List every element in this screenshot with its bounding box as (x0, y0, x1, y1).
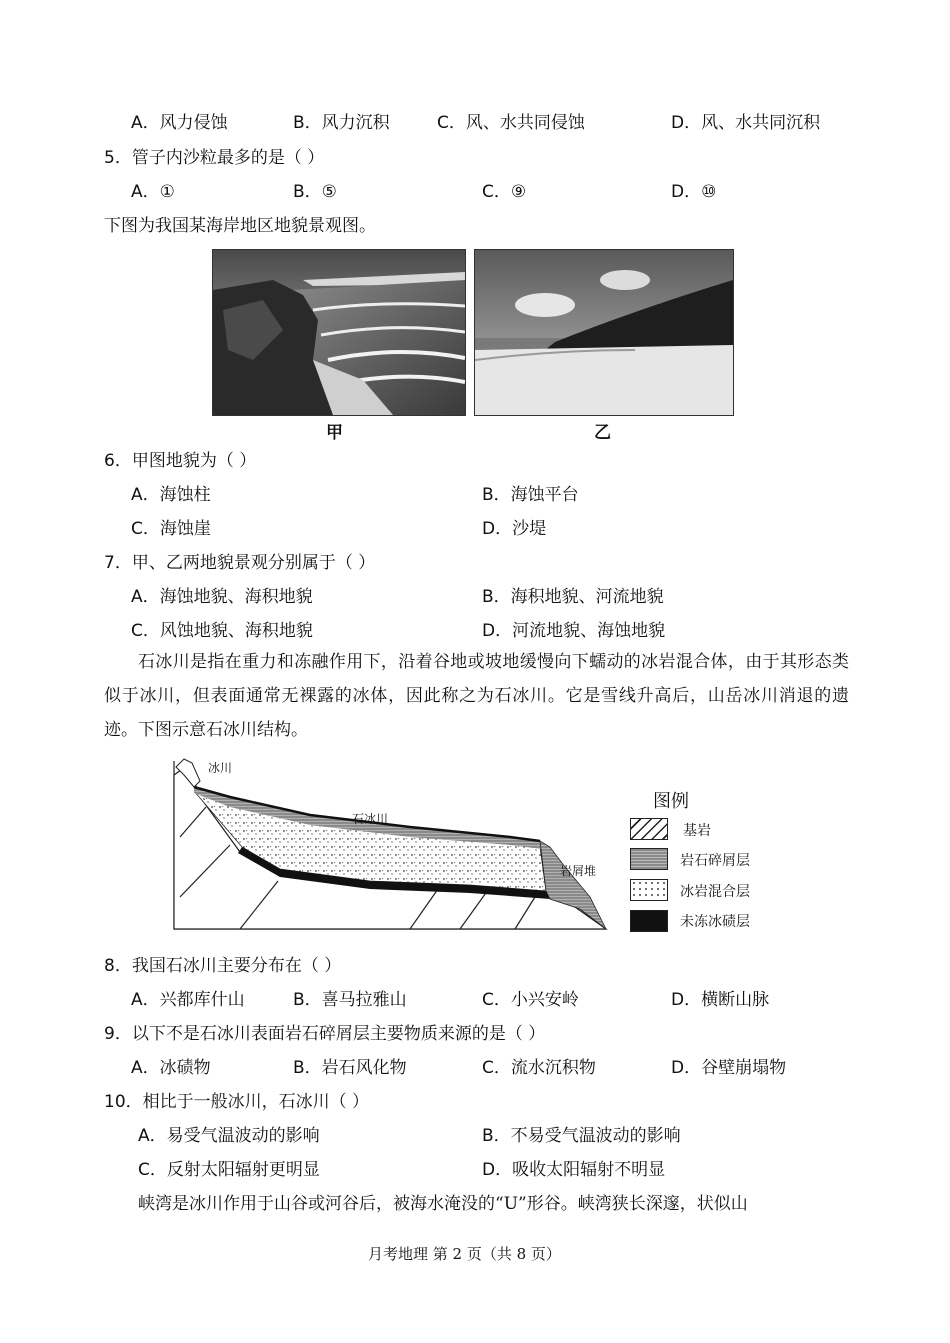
q7-option-b: B．海积地貌、河流地貌 (482, 587, 664, 607)
legend-debris: 岩石碎屑层 (680, 853, 750, 869)
legend-ice-rock: 冰岩混合层 (680, 884, 750, 900)
q7-option-c: C．风蚀地貌、海积地貌 (131, 621, 313, 641)
q10-option-a: A．易受气温波动的影响 (138, 1126, 320, 1146)
q5-option-c: C．⑨ (482, 182, 527, 202)
q6-option-b: B．海蚀平台 (482, 485, 579, 505)
q10-option-d: D．吸收太阳辐射不明显 (482, 1160, 666, 1180)
q6-option-d: D．沙堤 (482, 519, 547, 539)
q9-option-d: D．谷壁崩塌物 (671, 1058, 787, 1078)
page-footer: 月考地理 第 2 页（共 8 页） (368, 1245, 561, 1263)
q7-stem: 7．甲、乙两地貌景观分别属于（ ） (104, 553, 376, 573)
legend-bedrock: 基岩 (683, 823, 711, 839)
q5-stem: 5．管子内沙粒最多的是（ ） (104, 148, 325, 168)
q9-stem: 9．以下不是石冰川表面岩石碎屑层主要物质来源的是（ ） (104, 1024, 546, 1044)
q5-option-d: D．⑩ (671, 182, 717, 202)
q8-option-c: C．小兴安岭 (482, 990, 579, 1010)
legend-title: 图例 (653, 791, 689, 812)
q10-option-b: B．不易受气温波动的影响 (482, 1126, 681, 1146)
q8-option-d: D．横断山脉 (671, 990, 770, 1010)
photo-jia-sea-cliff (212, 249, 466, 416)
q9-option-a: A．冰碛物 (131, 1058, 211, 1078)
q10-stem: 10．相比于一般冰川，石冰川（ ） (104, 1092, 370, 1112)
q8-option-a: A．兴都库什山 (131, 990, 245, 1010)
q9-option-b: B．岩石风化物 (293, 1058, 407, 1078)
q6-option-a: A．海蚀柱 (131, 485, 211, 505)
q4-option-a: A．风力侵蚀 (131, 113, 228, 133)
diagram-label-rock-glacier: 石冰川 (352, 812, 389, 826)
q4-option-c: C．风、水共同侵蚀 (437, 113, 585, 133)
legend-swatch-bedrock (630, 818, 668, 840)
q8-stem: 8．我国石冰川主要分布在（ ） (104, 956, 342, 976)
q10-option-c: C．反射太阳辐射更明显 (138, 1160, 320, 1180)
q4-option-b: B．风力沉积 (293, 113, 390, 133)
q8-option-b: B．喜马拉雅山 (293, 990, 407, 1010)
rock-glacier-diagram (170, 757, 670, 935)
legend-moraine: 未冻冰碛层 (680, 914, 750, 930)
q7-option-a: A．海蚀地貌、海积地貌 (131, 587, 313, 607)
fjord-intro: 峡湾是冰川作用于山谷或河谷后，被海水淹没的“U”形谷。峡湾狭长深邃，状似山 (138, 1194, 748, 1214)
diagram-label-talus: 岩屑堆 (560, 864, 597, 878)
legend-swatch-debris (630, 848, 668, 870)
coast-intro: 下图为我国某海岸地区地貌景观图。 (104, 216, 376, 236)
q4-option-d: D．风、水共同沉积 (671, 113, 821, 133)
legend-swatch-moraine (630, 910, 668, 932)
q6-stem: 6．甲图地貌为（ ） (104, 451, 257, 471)
q6-option-c: C．海蚀崖 (131, 519, 211, 539)
q5-option-a: A．① (131, 182, 175, 202)
photo-label-jia: 甲 (326, 423, 343, 443)
q9-option-c: C．流水沉积物 (482, 1058, 596, 1078)
rock-glacier-intro: 石冰川是指在重力和冻融作用下，沿着谷地或坡地缓慢向下蠕动的冰岩混合体，由于其形态类似于冰川，但表面通常无裸露的冰体，因此称之为石冰川。它是雪线升高后，山岳冰川消退的遗迹。下图示意石冰川结构。 (104, 652, 849, 740)
photo-label-yi: 乙 (594, 423, 611, 443)
q5-option-b: B．⑤ (293, 182, 337, 202)
q7-option-d: D．河流地貌、海蚀地貌 (482, 621, 666, 641)
diagram-label-glacier: 冰川 (208, 761, 233, 775)
legend-swatch-ice-rock (630, 879, 668, 901)
photo-yi-beach (474, 249, 734, 416)
